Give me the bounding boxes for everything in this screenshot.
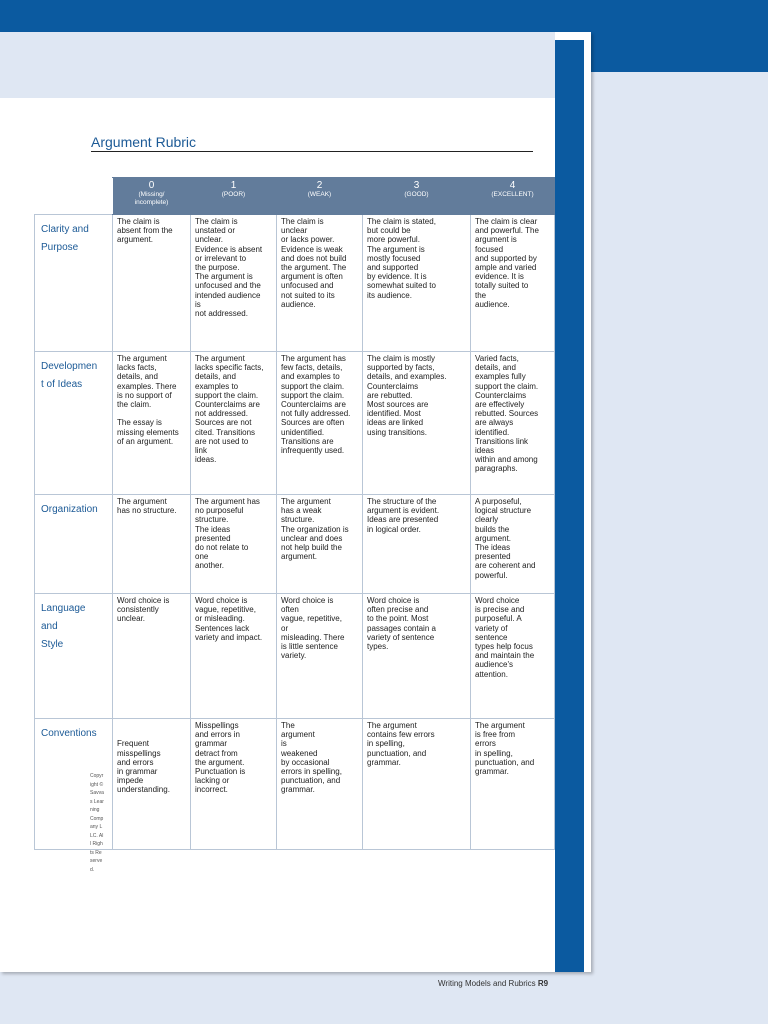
rubric-row-clarity [35,215,555,352]
rubric-cell: The argument has no purposeful structure. The ideas presented do not relate to one another. [191,495,277,594]
score-header-4 [471,178,555,215]
rubric-row-organization [35,495,555,594]
criterion-label: Language and Style [35,594,113,719]
document-page [0,32,591,972]
page-header-band [0,32,555,98]
rubric-cell: Word choice is precise and purposeful. A variety of sentence types help focus and maintain the audience's attention. [471,594,555,719]
rubric-cell: The argument is free from errors in spelling, punctuation, and grammar. [471,719,555,850]
rubric-cell: The argument has no structure. [113,495,191,594]
criterion-label: Organization [35,495,113,594]
page-footer [438,979,548,988]
score-header-1 [191,178,277,215]
rubric-row-development [35,352,555,495]
rubric-cell: The argument has a weak structure. The organization is unclear and does not help build the argument. [277,495,363,594]
rubric-cell: The claim is unstated or unclear. Evidence is absent or irrelevant to the purpose. The argument is unfocused and the intended audience is not addressed. [191,215,277,352]
score-label: (WEAK) [307,191,332,198]
score-number: 1 [230,180,237,191]
rubric-cell: The argument lacks specific facts, details, and examples to support the claim. Counterclaims are not addressed. Sources are not cited. Transitions are not used to link ideas. [191,352,277,495]
rubric-cell: The argument has few facts, details, and examples to support the claim. support the claim. Counterclaims are not fully addressed. Sources are often unidentified. Transitions are infrequently used. [277,352,363,495]
rubric-cell: The claim is clear and powerful. The argument is focused and supported by ample and varied evidence. It is totally suited to the audience. [471,215,555,352]
rubric-cell: The claim is absent from the argument. [113,215,191,352]
score-header-3 [363,178,471,215]
score-label: (GOOD) [404,191,429,198]
rubric-cell: Word choice is vague, repetitive, or misleading. Sentences lack variety and impact. [191,594,277,719]
page-title: Argument Rubric [91,134,197,150]
header-corner [35,178,113,215]
rubric-cell: The claim is stated, but could be more powerful. The argument is mostly focused and supported by evidence. It is somewhat suited to its audience. [363,215,471,352]
score-number: 3 [413,180,420,191]
rubric-cell: The argument lacks facts, details, and examples. There is no support of the claim. The essay is missing elements of an argument. [113,352,191,495]
rubric-cell: The argument is weakened by occasional errors in spelling, punctuation, and grammar. [277,719,363,850]
rubric-cell: Word choice is often precise and to the point. Most passages contain a variety of sentence types. [363,594,471,719]
score-number: 2 [316,180,323,191]
rubric-cell: The structure of the argument is evident. Ideas are presented in logical order. [363,495,471,594]
score-label: (EXCELLENT) [491,191,534,198]
score-header-2 [277,178,363,215]
side-stripe [555,40,584,972]
rubric-cell: Word choice is often vague, repetitive, or misleading. There is little sentence variety. [277,594,363,719]
footer-text: Writing Models and Rubrics [438,979,536,988]
argument-rubric-table [34,177,555,850]
score-label: (Missing/ incomplete) [134,191,169,206]
score-label: (POOR) [221,191,246,198]
score-header-0 [113,178,191,215]
rubric-cell: Misspellings and errors in grammar detract from the argument. Punctuation is lacking or incorrect. [191,719,277,850]
criterion-label: Developmen t of Ideas [35,352,113,495]
rubric-row-language [35,594,555,719]
rubric-cell: Frequent misspellings and errors in grammar impede understanding. [113,719,191,850]
score-header-row [35,178,555,215]
rubric-row-conventions [35,719,555,850]
right-color-band [591,32,768,72]
rubric-cell: The argument contains few errors in spelling, punctuation, and grammar. [363,719,471,850]
score-number: 4 [509,180,516,191]
title-underline [91,151,533,152]
copyright-notice: Copyright © Savvas Learning Company LLC. All Rights Reserved. [90,773,104,873]
rubric-cell: Varied facts, details, and examples fully support the claim. Counterclaims are effectively rebutted. Sources are always identified. Transitions link ideas within and among paragraphs. [471,352,555,495]
criterion-label: Conventions [35,719,113,850]
top-color-band [0,0,768,32]
rubric-cell: A purposeful, logical structure clearly builds the argument. The ideas presented are coherent and powerful. [471,495,555,594]
score-number: 0 [148,180,155,191]
page-number: R9 [537,979,549,988]
rubric-cell: The claim is unclear or lacks power. Evidence is weak and does not build the argument. The argument is often unfocused and not suited to its audience. [277,215,363,352]
rubric-cell: The claim is mostly supported by facts, details, and examples. Counterclaims are rebutted. Most sources are identified. Most ideas are linked using transitions. [363,352,471,495]
criterion-label: Clarity and Purpose [35,215,113,352]
rubric-cell: Word choice is consistently unclear. [113,594,191,719]
